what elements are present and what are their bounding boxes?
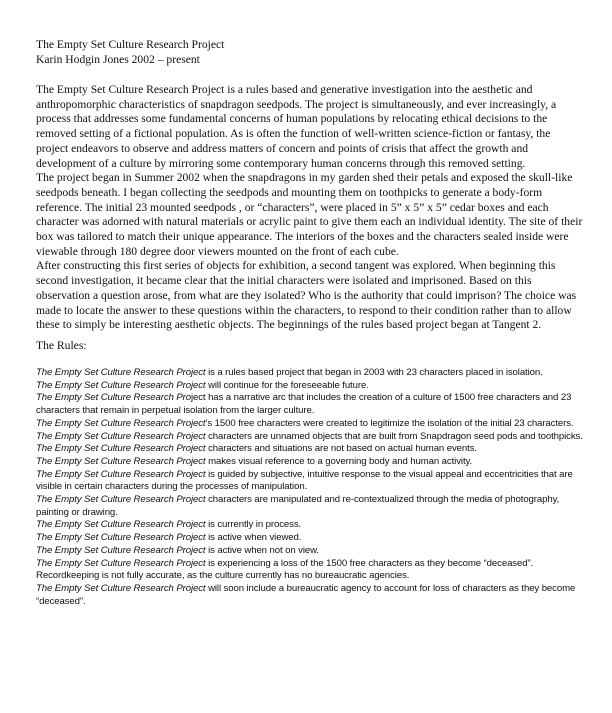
rule-lead: The Empty Set Culture Research Project: [36, 519, 206, 531]
rule-lead: The Empty Set Culture Research Project: [36, 468, 206, 480]
rule-item: [36, 545, 584, 558]
rule-lead: The Empty Set Culture Research Project: [36, 544, 206, 556]
rule-text: is active when viewed.: [205, 532, 302, 544]
rule-lead: The Empty Set Culture Research Project: [36, 557, 206, 569]
rule-item: [36, 558, 584, 583]
rule-text: characters and situations are not based on actual human events.: [205, 443, 477, 455]
rule-text: characters are unnamed objects that are built from Snapdragon seed pods and toothpicks.: [205, 430, 583, 442]
document-header: [36, 38, 584, 67]
intro-paragraph: The Empty Set Culture Research Project is a rules based and generative investigation into the aesthetic and anthropomorphic characteristics of snapdragon seedpods. The project is simultaneously, and ever increasingly, a process that addresses some fundamental concerns of human populations by relocating ethical decisions to the removed setting of a fictional population. As is often the function of well-written science-fiction or fantasy, the project endeavors to observe and address matters of concern and points of crisis that affect the growth and development of a culture by mirroring some contemporary human concerns through this removed setting.: [36, 83, 557, 170]
rule-text: ’s 1500 free characters were created to legitimize the isolation of the initial 23 characters.: [205, 417, 574, 429]
rule-text: is experiencing a loss of the 1500 free characters as they become “deceased”. Recordkeeping is not fully accurate, as the culture currently has no bureaucratic agencies.: [36, 557, 534, 582]
rule-lead: The Empty Set Culture Research Project: [36, 367, 206, 378]
rule-item: [36, 532, 584, 545]
document-title: The Empty Set Culture Research Project: [36, 38, 225, 51]
rule-item: [36, 494, 584, 519]
rule-lead: The Empty Set Culture Research Pro: [36, 392, 191, 404]
rule-text: will continue for the foreseeable future.: [205, 379, 369, 391]
rule-item: [36, 519, 584, 532]
rule-text: is guided by subjective, intuitive response to the visual appeal and eccentricities that are visible in certain characters during the processes of manipulation.: [36, 468, 573, 493]
rule-lead: The Empty Set Culture Research Project: [36, 379, 206, 391]
rules-list: [36, 367, 584, 608]
rule-item: [36, 456, 584, 469]
rule-lead: The Empty Set Culture Research Project: [36, 582, 206, 594]
rule-lead: The Empty Set Culture Research Project: [36, 455, 206, 467]
intro-section: [36, 83, 584, 333]
rule-item: [36, 431, 584, 444]
rule-item: [36, 367, 584, 380]
intro-paragraph: The project began in Summer 2002 when the snapdragons in my garden shed their petals and exposed the skull-like seedpods beneath. I began collecting the seedpods and mounting them on toothpicks to generate a body-form reference. The initial 23 mounted seedpods , or “characters”, were placed in 5” x 5” x 5” cedar boxes and each character was adorned with natural materials or acrylic paint to give them each an individual identity. The site of their box was tailored to match their unique appearance. The interiors of the boxes and the characters sealed inside were viewable through 180 degree door viewers mounted on the front of each cube.: [36, 171, 583, 258]
rule-lead: The Empty Set Culture Research Project: [36, 443, 206, 455]
rule-text: is active when not on view.: [205, 544, 319, 556]
rule-item: [36, 443, 584, 456]
rule-text: ject has a narrative arc that includes the creation of a culture of 1500 free characters and 23 characters that remain in perpetual isolation from the larger culture.: [36, 392, 572, 417]
rule-lead: The Empty Set Culture Research Project: [36, 532, 206, 544]
intro-paragraph: After constructing this first series of objects for exhibition, a second tangent was explored. When beginning this second investigation, it became clear that the initial characters were isolated and imprisoned. Based on this observation a question arose, from what are they isolated? Who is the authority that could imprison? The choice was made to locate the answer to these questions within the characters, to respond to their condition rather than to allow these to simply be interesting aesthetic objects. The beginnings of the rules based project began at Tangent 2.: [36, 259, 577, 332]
author-byline: Karin Hodgin Jones 2002 – present: [36, 52, 200, 66]
rules-heading: The Rules:: [36, 339, 87, 352]
rule-text: is a rules based project that began in 2003 with 23 characters placed in isolation.: [205, 367, 543, 378]
rule-text: will soon include a bureaucratic agency to account for loss of characters as they become “deceased”.: [36, 582, 576, 607]
rule-text: makes visual reference to a governing body and human activity.: [205, 455, 473, 467]
rule-text: is currently in process.: [205, 519, 302, 531]
rule-item: [36, 380, 584, 393]
rule-lead: The Empty Set Culture Research Project: [36, 494, 206, 506]
rule-item: [36, 583, 584, 608]
rule-lead: The Empty Set Culture Research Project: [36, 417, 206, 429]
rule-text: characters are manipulated and re-contextualized through the media of photography, painting or drawing.: [36, 494, 560, 518]
rule-item: [36, 469, 584, 494]
rule-item: [36, 418, 584, 431]
rule-item: [36, 392, 584, 417]
rule-lead: The Empty Set Culture Research Project: [36, 430, 206, 442]
